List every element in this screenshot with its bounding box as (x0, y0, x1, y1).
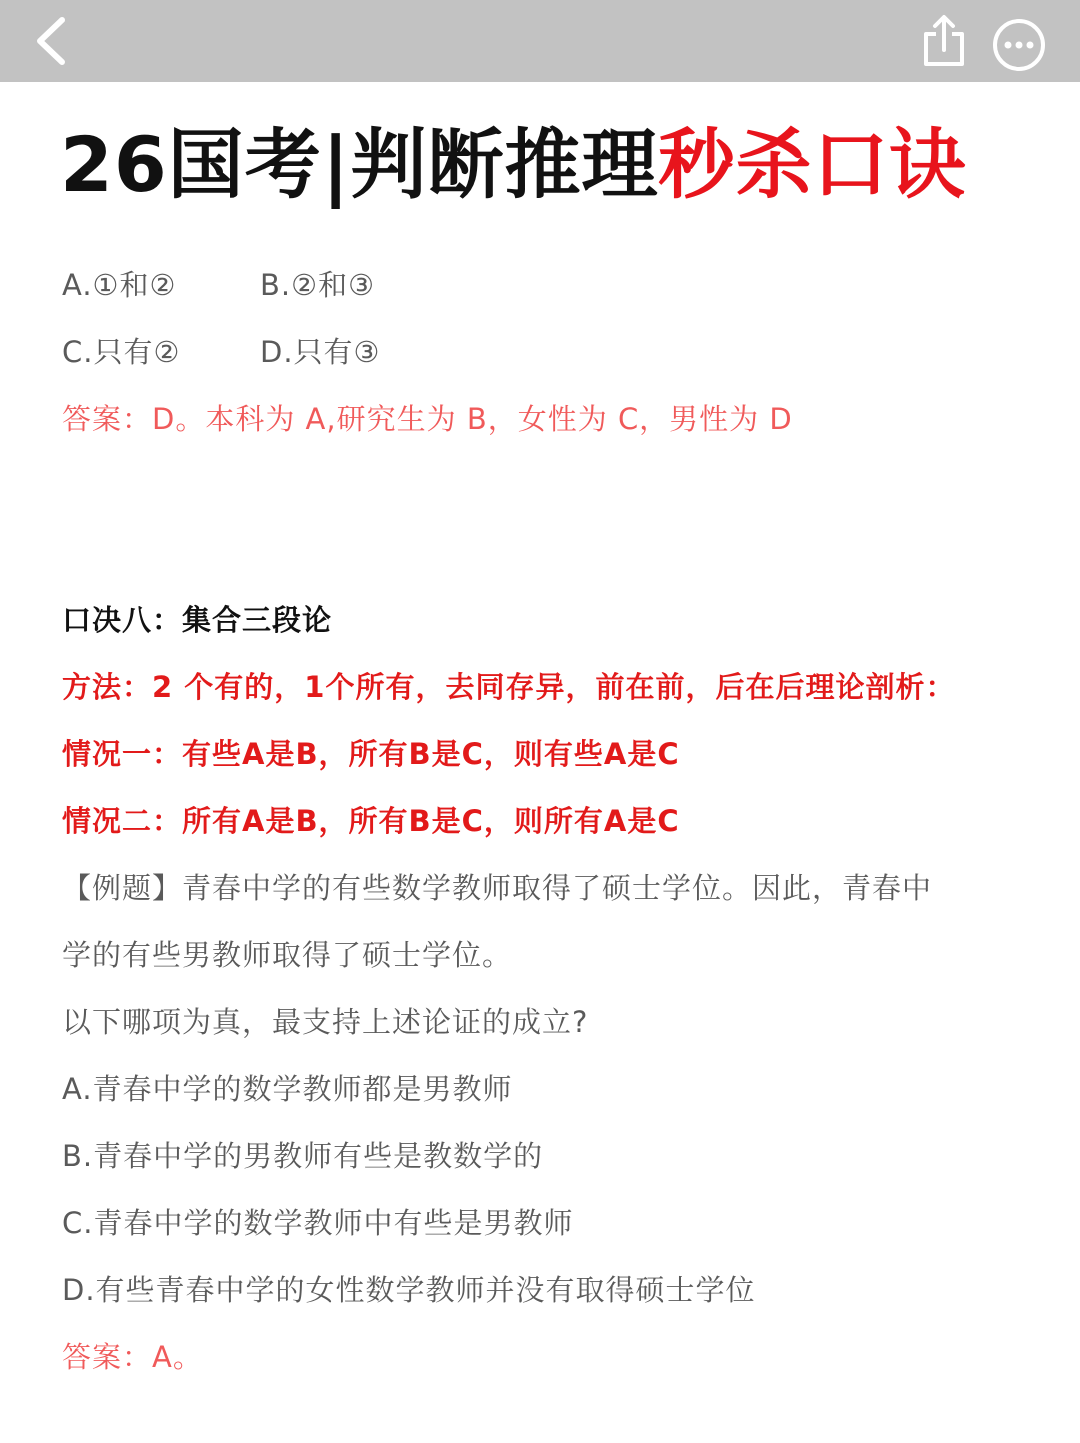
example-option-d: D.有些青春中学的女性数学教师并没有取得硕士学位 (62, 1273, 756, 1307)
section-heading: 口决八：集合三段论 (62, 603, 333, 637)
more-icon (990, 16, 1048, 74)
example-question: 以下哪项为真，最支持上述论证的成立? (62, 1005, 589, 1039)
example-stem-line-1: 【例题】青春中学的有些数学教师取得了硕士学位。因此，青春中 (62, 871, 933, 905)
option-b: B.②和③ (260, 268, 376, 302)
case-two-text: 情况二：所有A是B，所有B是C，则所有A是C (62, 804, 680, 838)
prev-options-row-1 (62, 263, 1052, 307)
option-a: A.①和② (62, 268, 177, 302)
example-option-a: A.青春中学的数学教师都是男教师 (62, 1072, 513, 1106)
example-option-b: B.青春中学的男教师有些是教数学的 (62, 1139, 544, 1173)
title-black-part: 26国考|判断推理 (60, 120, 659, 209)
more-button[interactable] (990, 16, 1048, 74)
option-d: D.只有③ (260, 335, 381, 369)
option-c: C.只有② (62, 335, 181, 369)
example-stem-line-2: 学的有些男教师取得了硕士学位。 (62, 938, 513, 972)
back-button[interactable] (24, 12, 80, 70)
chevron-left-icon (24, 12, 80, 70)
method-text: 方法：2 个有的，1个所有，去同存异，前在前，后在后理论剖析： (62, 670, 956, 704)
share-button[interactable] (918, 12, 972, 70)
title-red-part: 秒杀口诀 (658, 120, 967, 209)
example-answer: 答案：A。 (62, 1340, 203, 1374)
prev-answer: 答案：D。本科为 A,研究生为 B，女性为 C，男性为 D (62, 402, 793, 436)
prev-options-row-2 (62, 330, 1052, 374)
case-one-text: 情况一：有些A是B，所有B是C，则有些A是C (62, 737, 680, 771)
top-nav-bar (0, 0, 1080, 82)
share-icon (918, 12, 972, 70)
example-option-c: C.青春中学的数学教师中有些是男教师 (62, 1206, 574, 1240)
page-title (60, 110, 1050, 220)
